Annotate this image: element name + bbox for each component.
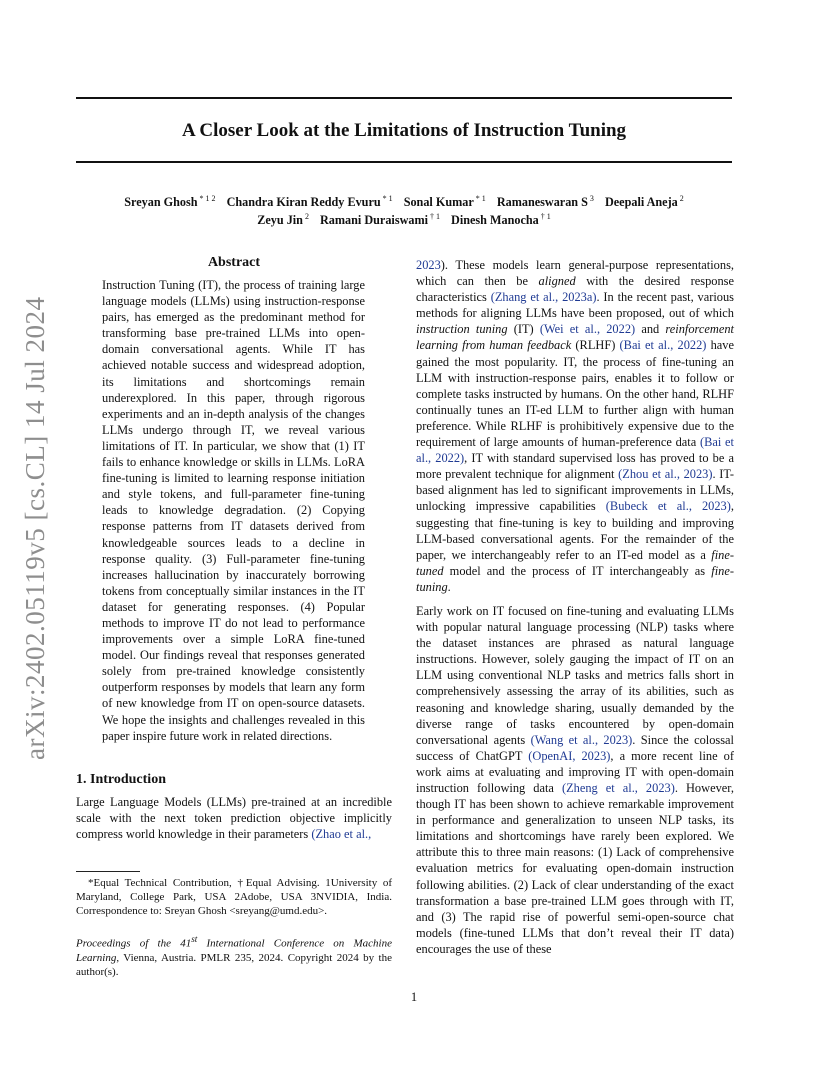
intro-paragraph-2: Early work on IT focused on fine-tuning and evaluating LLMs with popular natural language processing (NLP) tasks where the dataset instances are phrased as natural language instructions. However, solely gauging the impact of IT on an LLM using conventional NLP tasks and metrics falls short in comprehensively assessing the array of its abilities, such as reasoning and knowledge sharing, usually demanded by the diverse range of tasks encountered by open-domain conversational agents (Wang et al., 2023). Since the colossal success of ChatGPT (OpenAI, 2023), a more recent line of work aims at evaluating and improving IT with open-domain instruction following data (Zheng et al., 2023). However, though IT has been shown to achieve remarkable improvement in performance and generalization to unseen NLP tasks, its limitations and shortcomings have rarely been explored. We attribute this to three main reasons: (1) Lack of comprehensive evaluation metrics for evaluating open-domain instruction following abilities. (2) Lack of clear understanding of the exact transformation a base pre-trained LLM goes through with IT, and (3) The rapid rise of powerful semi-open-source chat models (fine-tuned LLMs that don’t reveal their IT data) encourages the use of these — [416, 603, 734, 956]
proceedings-notice: Proceedings of the 41st International Conference on Machine Learning, Vienna, Austria. PMLR 235, 2024. Copyright 2024 by the author(s). — [76, 934, 392, 978]
arxiv-identifier: arXiv:2402.05119v5 [cs.CL] 14 Jul 2024 — [20, 296, 50, 760]
author: Zeyu Jin $^2$ — [257, 212, 309, 228]
right-column — [416, 257, 734, 957]
citation-link[interactable]: (Wang et al., 2023) — [530, 732, 633, 747]
abstract-body: Instruction Tuning (IT), the process of training large language models (LLMs) using instruction-response pairs, has emerged as the predominant method for transforming base pre-trained LLMs into open-domain conversational agents. While IT has achieved notable success and widespread adoption, its limitations and shortcomings remain underexplored. In this paper, through rigorous experiments and an in-depth analysis of the changes LLMs undergo through IT, we reveal various limitations of IT. In particular, we show that (1) IT fails to enhance knowledge or skills in LLMs. LoRA fine-tuning is limited to learning response initiation and style tokens, and full-parameter fine-tuning leads to knowledge degradation. (2) Copying response patterns from IT datasets derived from knowledgeable sources leads to a decline in response quality. (3) Full-parameter fine-tuning increases hallucination by inaccurately borrowing tokens from conceptually similar instances in the IT dataset for generating responses. (4) Popular methods to improve IT do not lead to performance improvements over a simple LoRA fine-tuned model. Our findings reveal that responses generated solely from pre-trained knowledge consistently outperform responses by models that learn any form of new knowledge from IT on open-source datasets. We hope the insights and challenges revealed in this paper inspire future work in related directions. — [102, 278, 365, 743]
citation-link[interactable]: (OpenAI, 2023) — [528, 748, 611, 763]
author-list-line-1 — [76, 191, 732, 210]
author: Deepali Aneja $^2$ — [604, 194, 684, 210]
author: Dinesh Manocha $^{\dagger 1}$ — [451, 212, 551, 228]
footnote-rule — [76, 871, 140, 872]
paper-title: A Closer Look at the Limitations of Instruction Tuning — [181, 120, 627, 141]
citation-link[interactable]: (Bai et al., 2022) — [416, 435, 735, 466]
abstract-heading: Abstract — [207, 255, 261, 270]
author: Ramaneswaran S $^3$ — [496, 194, 594, 210]
citation-link[interactable]: (Zheng et al., 2023) — [561, 781, 675, 795]
author: Sreyan Ghosh $^{* 1 2}$ — [124, 194, 216, 210]
citation-link[interactable]: (Bai et al., 2022) — [619, 338, 707, 353]
author-list-line-2 — [76, 209, 732, 228]
citation-link[interactable]: 2023 — [416, 258, 441, 272]
introduction-heading: 1. Introduction — [76, 771, 166, 787]
footnotes — [76, 876, 392, 979]
intro-paragraph-1-start: Large Language Models (LLMs) pre-trained at an incredible scale with the next token prediction objective implicitly compress world knowledge in their parameters (Zhao et al., — [76, 794, 392, 841]
footnote-affiliations: *Equal Technical Contribution, †Equal Advising. 1University of Maryland, College Park, USA 2Adobe, USA 3NVIDIA, India. Correspondence to: Sreyan Ghosh <sreyang@umd.edu>. — [76, 877, 392, 917]
author: Sonal Kumar $^{* 1}$ — [403, 194, 486, 210]
author: Ramani Duraiswami $^{\dagger 1}$ — [320, 212, 440, 228]
citation-link[interactable]: (Zhao et al., — [311, 826, 372, 841]
author: Chandra Kiran Reddy Evuru $^{* 1}$ — [226, 194, 393, 210]
citation-link[interactable]: (Zhou et al., 2023) — [618, 467, 713, 482]
page-number: 1 — [410, 990, 418, 1004]
intro-paragraph-1-continued: 2023). These models learn general-purpose representations, which can then be aligned with the desired response characteristics (Zhang et al., 2023a). In the recent past, various methods for aligning LLMs have been proposed, out of which instruction tuning (IT) (Wei et al., 2022) and reinforcement learning from human feedback (RLHF) (Bai et al., 2022) have gained the most popularity. IT, the process of fine-tuning an LLM with instruction-response pairs, enables it to follow or complete tasks instructed by humans. On the other hand, RLHF continually tunes an IT-ed LLM to further align with human preference. While RLHF is prohibitively expensive due to the requirement of large amounts of human-preference data (Bai et al., 2022), IT with standard supervised loss has proved to be a more prevalent technique for alignment (Zhou et al., 2023). IT-based alignment has led to significant improvements in LLMs, unlocking impressive capabilities (Bubeck et al., 2023), suggesting that fine-tuning is key to building and improving LLM-based conversational agents. For the remainder of the paper, we interchangeably refer to an IT-ed model as a fine-tuned model and the process of IT interchangeably as fine-tuning. — [416, 258, 735, 594]
citation-link[interactable]: (Wei et al., 2022) — [539, 322, 636, 337]
title-bottom-rule — [76, 161, 732, 163]
left-column — [76, 254, 392, 842]
citation-link[interactable]: (Zhang et al., 2023a) — [490, 290, 597, 305]
citation-link[interactable]: (Bubeck et al., 2023) — [605, 499, 731, 514]
title-top-rule — [76, 97, 732, 99]
